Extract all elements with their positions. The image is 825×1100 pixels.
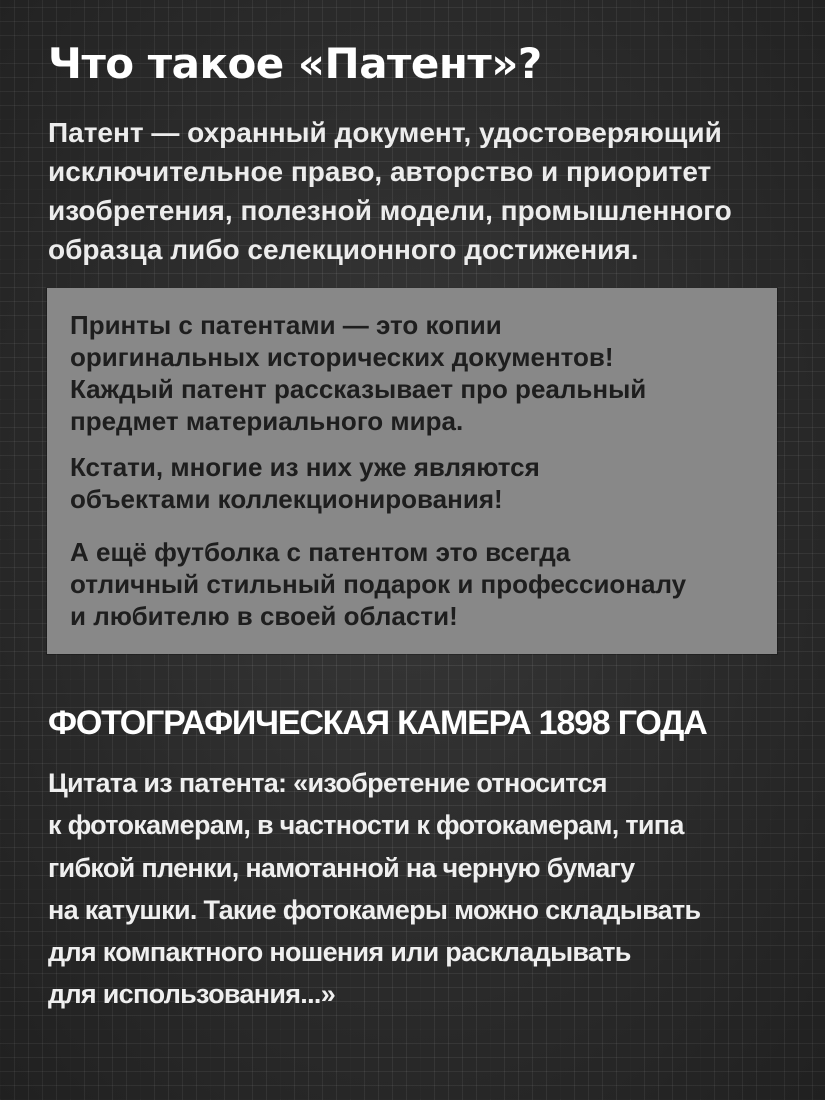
info-line: отличный стильный подарок и профессионалу <box>70 569 687 599</box>
info-line: Каждый патент рассказывает про реальный <box>70 374 647 404</box>
info-paragraph-gift <box>70 536 760 632</box>
quote-line: гибкой пленки, намотанной на черную бумагу <box>48 852 635 883</box>
quote-line: Цитата из патента: «изобретение относится <box>48 768 607 798</box>
info-line: и любителю в своей области! <box>70 601 458 631</box>
info-line: Принты с патентами — это копии <box>70 310 502 340</box>
quote-line: на катушки. Такие фотокамеры можно складывать <box>48 894 701 925</box>
quote-line: к фотокамерам, в частности к фотокамерам, типа <box>48 810 684 841</box>
patent-definition <box>48 113 788 269</box>
info-paragraph-prints <box>70 309 760 437</box>
page-title: Что такое «Патент»? <box>48 39 542 88</box>
info-box <box>47 288 777 654</box>
patent-quote <box>48 762 788 1016</box>
definition-line: исключительное право, авторство и приоритет <box>48 156 712 187</box>
info-line: Кстати, многие из них уже являются <box>70 452 540 482</box>
info-line: А ещё футболка с патентом это всегда <box>70 537 571 567</box>
quote-line: для использования...» <box>48 979 336 1010</box>
definition-line: изобретения, полезной модели, промышленного <box>48 195 732 226</box>
info-line: предмет материального мира. <box>70 406 464 436</box>
quote-line: для компактного ношения или раскладывать <box>48 937 631 968</box>
definition-line: Патент — охранный документ, удостоверяющий <box>48 117 722 148</box>
section-heading: ФОТОГРАФИЧЕСКАЯ КАМЕРА 1898 ГОДА <box>48 704 707 742</box>
info-line: объектами коллекционирования! <box>70 484 503 514</box>
info-paragraph-collecting <box>70 451 760 515</box>
definition-line: образца либо селекционного достижения. <box>48 234 639 265</box>
info-line: оригинальных исторических документов! <box>70 342 614 372</box>
